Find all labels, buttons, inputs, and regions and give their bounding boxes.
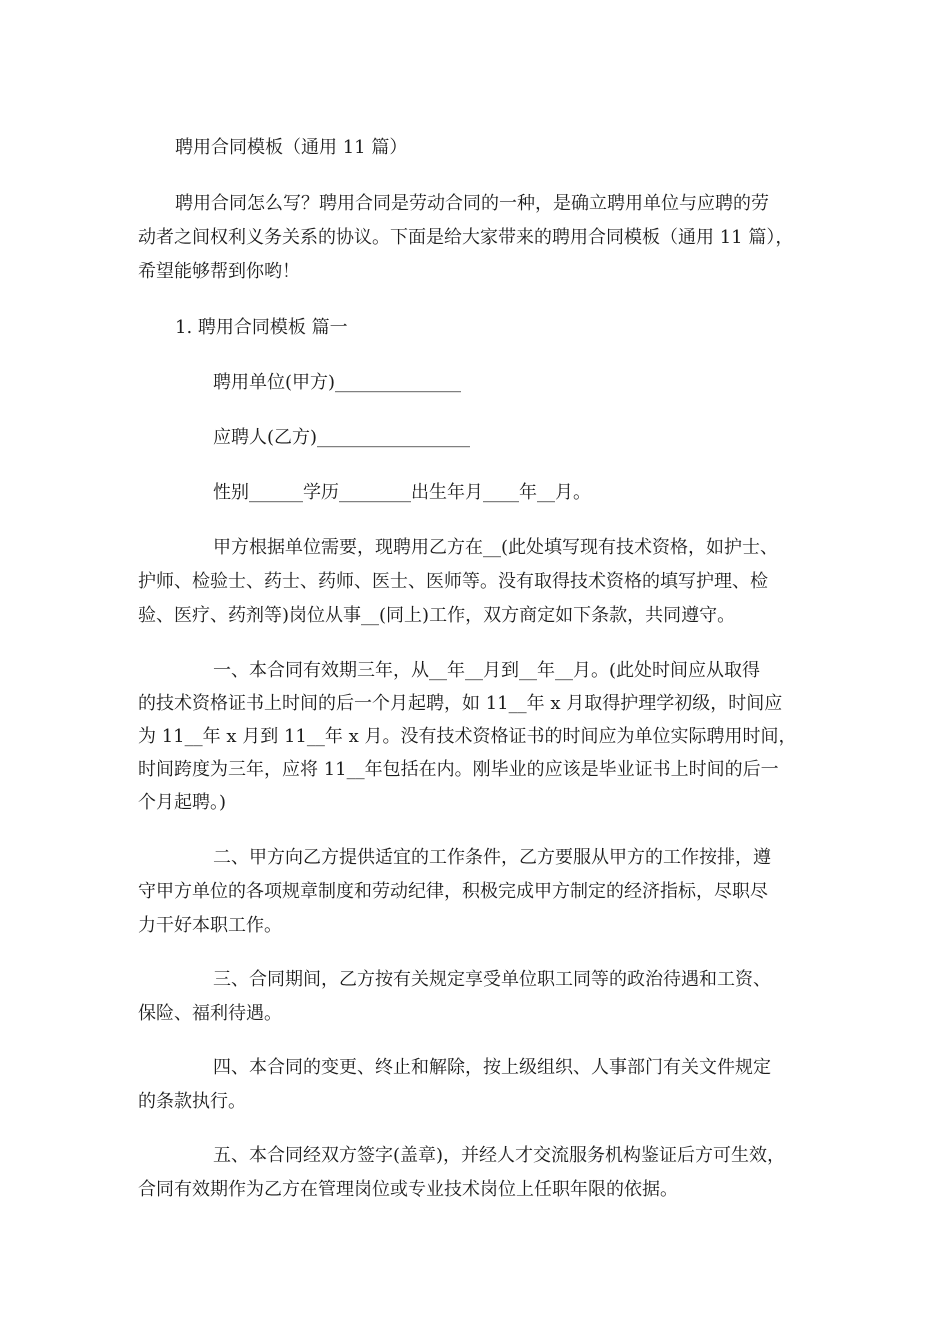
clause1-line-2: 的技术资格证书上时间的后一个月起聘，如 11__年 x 月取得护理学初级，时间应 <box>138 693 783 714</box>
clause1-line-1: 一、本合同有效期三年，从__年__月到__年__月。(此处时间应从取得 <box>213 660 761 681</box>
intro-line-3: 希望能够帮到你哟！ <box>138 261 300 282</box>
clause5-line-1: 五、本合同经双方签字(盖章)，并经人才交流服务机构鉴证后方可生效， <box>213 1145 786 1166</box>
intro-line-2: 动者之间权利义务关系的协议。下面是给大家带来的聘用合同模板（通用 11 篇）， <box>138 227 794 248</box>
preamble-line-1: 甲方根据单位需要，现聘用乙方在__(此处填写现有技术资格，如护士、 <box>213 537 779 558</box>
clause4-line-1: 四、本合同的变更、终止和解除，按上级组织、人事部门有关文件规定 <box>213 1057 771 1078</box>
personal-info-field: 性别______学历________出生年月____年__月。 <box>213 482 591 503</box>
clause2-line-1: 二、甲方向乙方提供适宜的工作条件，乙方要服从甲方的工作按排，遵 <box>213 847 771 868</box>
employer-field: 聘用单位(甲方)______________ <box>213 372 462 393</box>
clause3-line-2: 保险、福利待遇。 <box>138 1003 282 1024</box>
document-title: 聘用合同模板（通用 11 篇） <box>175 137 408 158</box>
clause5-line-2: 合同有效期作为乙方在管理岗位或专业技术岗位上任职年限的依据。 <box>138 1179 678 1200</box>
clause1-line-3: 为 11__年 x 月到 11__年 x 月。没有技术资格证书的时间应为单位实际聘用时间， <box>138 726 797 747</box>
clause3-line-1: 三、合同期间，乙方按有关规定享受单位职工同等的政治待遇和工资、 <box>213 969 771 990</box>
section-heading: 1. 聘用合同模板 篇一 <box>175 317 348 338</box>
clause4-line-2: 的条款执行。 <box>138 1091 246 1112</box>
clause1-line-4: 时间跨度为三年，应将 11__年包括在内。刚毕业的应该是毕业证书上时间的后一 <box>138 759 779 780</box>
preamble-line-2: 护师、检验士、药士、药师、医士、医师等。没有取得技术资格的填写护理、检 <box>138 571 768 592</box>
intro-line-1: 聘用合同怎么写？聘用合同是劳动合同的一种，是确立聘用单位与应聘的劳 <box>175 193 769 214</box>
clause1-line-5: 个月起聘。) <box>138 792 227 813</box>
clause2-line-2: 守甲方单位的各项规章制度和劳动纪律，积极完成甲方制定的经济指标，尽职尽 <box>138 881 768 902</box>
clause2-line-3: 力干好本职工作。 <box>138 915 282 936</box>
preamble-line-3: 验、医疗、药剂等)岗位从事__(同上)工作，双方商定如下条款，共同遵守。 <box>138 605 736 626</box>
employee-field: 应聘人(乙方)_________________ <box>213 427 471 448</box>
